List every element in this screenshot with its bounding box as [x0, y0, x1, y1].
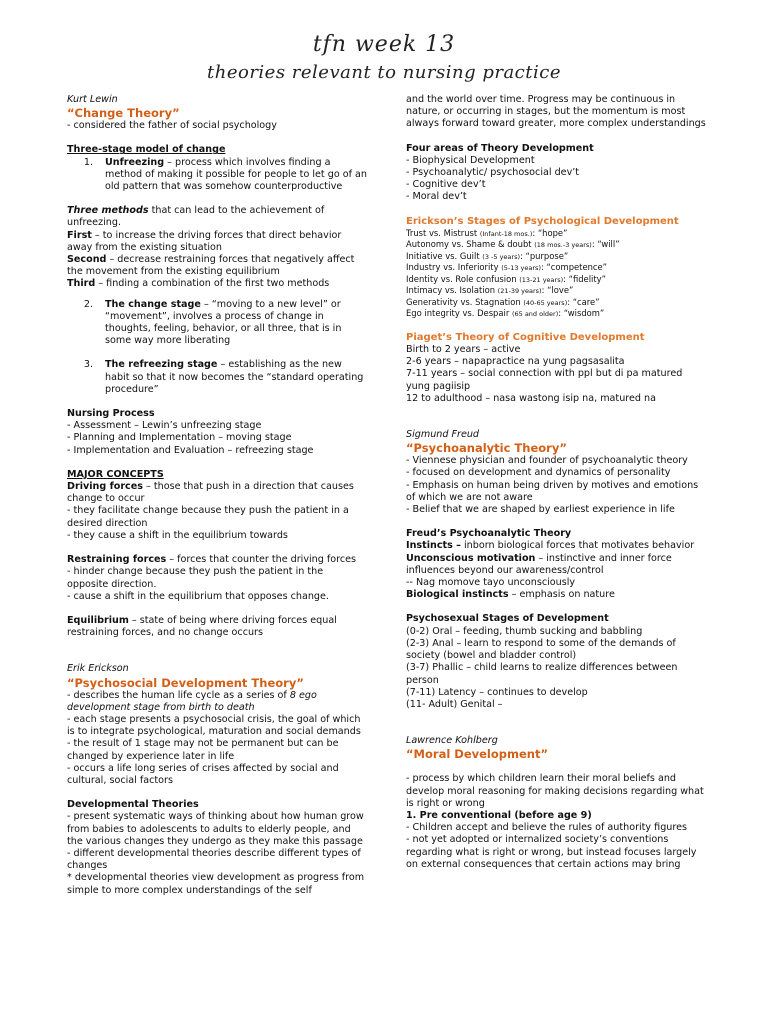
third-text: – finding a combination of the first two methods: [95, 278, 330, 290]
second-text: – decrease restraining forces that negatively affect the movement from the existing equilibrium: [67, 254, 355, 278]
psychosexual-item: (7-11) Latency – continues to develop: [406, 686, 588, 698]
psychosexual-item: (11- Adult) Genital –: [406, 698, 503, 710]
kohlberg-desc: - process by which children learn their moral beliefs and develop moral reasoning for making decisions regarding what is right or wrong: [406, 773, 704, 809]
piaget-item: 12 to adulthood – nasa wastong isip na, matured na: [406, 392, 657, 404]
driving-forces: [67, 481, 367, 505]
unconscious-motivation: [406, 553, 706, 577]
np-item: - Implementation and Evaluation – refreezing stage: [67, 444, 314, 456]
stage-name: Generativity vs. Stagnation: [406, 296, 524, 307]
stage-virtue: : “purpose”: [520, 250, 569, 261]
stage-virtue: : “love”: [541, 285, 574, 296]
restraining-forces: [67, 554, 367, 566]
method-third: [67, 278, 367, 290]
stage-age: (3 -5 years): [482, 252, 520, 261]
model-heading: Three-stage model of change: [67, 144, 226, 156]
methods-rest: that can lead to the achievement of unfreezing.: [67, 205, 325, 229]
erickson-stage: [406, 228, 706, 240]
page-subtitle: theories relevant to nursing practice: [207, 62, 561, 83]
theory-title-moral: “Moral Development”: [406, 747, 549, 762]
third-label: Third: [67, 278, 96, 290]
erickson-stages-heading: Erickson’s Stages of Psychological Development: [406, 215, 679, 227]
dev-point: - present systematic ways of thinking about how human grow from babies to adolescents to adults to elderly people, and the various changes they undergo as they make this passage: [67, 811, 364, 847]
continued-text: and the world over time. Progress may be continuous in nature, or occurring in stages, but the momentum is most always forward toward greater, more complex understandings: [406, 94, 706, 130]
stage-virtue: : “fidelity”: [563, 273, 606, 284]
stage-age: (40-65 years): [523, 298, 568, 307]
stage-age: (Infant-18 mos.): [479, 229, 533, 238]
major-concepts-heading: MAJOR CONCEPTS: [67, 468, 164, 480]
driving-text: – those that push in a direction that causes change to occur: [67, 481, 354, 505]
freud-point: - focused on development and dynamics of personality: [406, 467, 671, 479]
left-column: [67, 94, 367, 897]
erickson-stage: [406, 251, 706, 263]
four-area-item: - Psychoanalytic/ psychosocial dev’t: [406, 167, 580, 179]
developmental-theories-heading: Developmental Theories: [67, 799, 199, 811]
stage-age: (5-13 years): [501, 264, 541, 273]
erickson-stage: [406, 308, 706, 320]
stage-2-title: The change stage: [105, 298, 201, 310]
first-label: First: [67, 229, 92, 241]
stage-2-num: 2.: [83, 298, 93, 310]
erickson-desc-b: 8 ego development stage from birth to death: [67, 689, 317, 713]
stage-name: Intimacy vs. Isolation: [406, 285, 498, 296]
stage-age: (13-21 years): [519, 275, 564, 284]
erickson-stage: [406, 285, 706, 297]
nag-note: -- Nag momove tayo unconsciously: [406, 577, 576, 589]
erickson-stage: [406, 274, 706, 286]
instincts-text: inborn biological forces that motivates behavior: [460, 540, 695, 552]
piaget-item: 2-6 years – napapractice na yung pagsasalita: [406, 356, 625, 368]
erickson-desc-a: - describes the human life cycle as a series of: [67, 689, 290, 701]
freud-point: - Belief that we are shaped by earliest experience in life: [406, 504, 675, 516]
author-freud: Sigmund Freud: [406, 429, 480, 441]
unconscious-label: Unconscious motivation: [406, 552, 536, 564]
preconventional-item: - Children accept and believe the rules of authority figures: [406, 822, 688, 834]
equilibrium-label: Equilibrium: [67, 614, 129, 626]
piaget-item: Birth to 2 years – active: [406, 344, 521, 356]
second-label: Second: [67, 254, 107, 266]
stage-2-text: – “moving to a new level” or “movement”, involves a process of change in thoughts, feeling, behavior, or all three, that is in some way more liberating: [105, 298, 342, 347]
method-second: [67, 254, 367, 278]
instincts-label: Instincts –: [406, 540, 461, 552]
erickson-point: - occurs a life long series of crises affected by social and cultural, social factors: [67, 762, 339, 786]
page-title: tfn week 13: [312, 32, 456, 57]
dev-point: * developmental theories view development as progress from simple to more complex understandings of the self: [67, 872, 365, 896]
stage-3: [67, 359, 367, 396]
stage-name: Autonomy vs. Shame & doubt: [406, 239, 535, 250]
freud-point: - Emphasis on human being driven by motives and emotions of which we are not aware: [406, 479, 699, 503]
piaget-heading: Piaget’s Theory of Cognitive Development: [406, 331, 645, 343]
stage-virtue: : “hope”: [532, 227, 568, 238]
four-area-item: - Biophysical Development: [406, 154, 535, 166]
stage-1-text: – process which involves finding a method of making it possible for people to let go of an old pattern that was somehow counterproductive: [105, 156, 368, 193]
lewin-desc: - considered the father of social psychology: [67, 120, 277, 132]
bio-label: Biological instincts: [406, 589, 509, 601]
preconventional-heading: 1. Pre conventional (before age 9): [406, 809, 592, 821]
instincts: [406, 540, 706, 552]
biological-instincts: [406, 589, 706, 601]
np-item: - Assessment – Lewin’s unfreezing stage: [67, 420, 262, 432]
driving-point: - they facilitate change because they push the patient in a desired direction: [67, 505, 349, 529]
methods-lead: Three methods: [67, 205, 149, 217]
stage-3-title: The refreezing stage: [105, 359, 218, 371]
stage-age: (65 and older): [511, 310, 559, 319]
dev-point: - different developmental theories describe different types of changes: [67, 847, 361, 872]
erickson-stage: [406, 262, 706, 274]
stage-virtue: : “wisdom”: [558, 308, 605, 319]
psychosexual-item: (0-2) Oral – feeding, thumb sucking and babbling: [406, 625, 643, 637]
stage-name: Ego integrity vs. Despair: [406, 308, 512, 319]
np-item: - Planning and Implementation – moving stage: [67, 432, 292, 444]
stage-name: Trust vs. Mistrust: [406, 227, 480, 238]
theory-title-change: “Change Theory”: [67, 106, 180, 121]
driving-label: Driving forces: [67, 481, 143, 493]
freud-point: - Viennese physician and founder of psychoanalytic theory: [406, 455, 688, 467]
psychosexual-item: (3-7) Phallic – child learns to realize differences between person: [406, 662, 678, 686]
nursing-process-heading: Nursing Process: [67, 408, 155, 420]
first-text: – to increase the driving forces that direct behavior away from the existing situation: [67, 229, 342, 253]
stage-2: [67, 299, 367, 348]
stage-virtue: : “competence”: [540, 262, 608, 273]
erickson-point: - each stage presents a psychosocial crisis, the goal of which is to integrate psychological, maturation and social demands: [67, 713, 361, 738]
stage-virtue: : “care”: [567, 296, 600, 307]
methods-line: [67, 205, 367, 229]
theory-title-psychoanalytic: “Psychoanalytic Theory”: [406, 441, 567, 456]
author-lewin: Kurt Lewin: [67, 94, 118, 105]
stage-3-text: – establishing as the new habit so that it now becomes the “standard operating procedure”: [105, 359, 364, 395]
erickson-desc: [67, 690, 367, 714]
equilibrium-text: – state of being where driving forces equal restraining forces, and no change occurs: [67, 614, 337, 639]
restraining-label: Restraining forces: [67, 554, 167, 566]
erickson-stage: [406, 297, 706, 309]
stage-age: (21-39 years): [497, 287, 542, 296]
bio-text: – emphasis on nature: [508, 589, 615, 601]
stage-3-num: 3.: [83, 359, 93, 371]
restraining-point: - cause a shift in the equilibrium that opposes change.: [67, 590, 329, 602]
author-kohlberg: Lawrence Kohlberg: [406, 735, 498, 747]
erickson-stage: [406, 239, 706, 251]
four-area-item: - Moral dev’t: [406, 191, 467, 203]
preconventional-item: - not yet adopted or internalized society’s conventions regarding what is right or wrong, but instead focuses largely on external consequences that certain actions may bring: [406, 834, 697, 870]
stage-name: Identity vs. Role confusion: [406, 273, 520, 284]
erickson-point: - the result of 1 stage may not be permanent but can be changed by experience later in life: [67, 738, 339, 762]
stage-name: Industry vs. Inferiority: [406, 262, 502, 273]
unconscious-text: – instinctive and inner force influences beyond our awareness/control: [406, 552, 672, 576]
stage-1: [67, 157, 367, 194]
stage-name: Initiative vs. Guilt: [406, 250, 483, 261]
theory-title-psychosocial: “Psychosocial Development Theory”: [67, 675, 304, 690]
stage-virtue: : “will”: [591, 239, 620, 250]
freud-theory-heading: Freud’s Psychoanalytic Theory: [406, 528, 572, 540]
right-column: [406, 94, 706, 871]
four-areas-heading: Four areas of Theory Development: [406, 142, 594, 154]
psychosexual-heading: Psychosexual Stages of Development: [406, 613, 609, 625]
equilibrium: [67, 615, 367, 639]
stage-1-num: 1.: [83, 156, 93, 168]
stage-age: (18 mos.-3 years): [534, 241, 592, 250]
four-area-item: - Cognitive dev’t: [406, 179, 486, 191]
driving-point: - they cause a shift in the equilibrium towards: [67, 529, 288, 541]
piaget-item: 7-11 years – social connection with ppl but di pa matured yung pagiisip: [406, 368, 683, 392]
restraining-text: – forces that counter the driving forces: [166, 554, 357, 566]
method-first: [67, 230, 367, 254]
author-erickson: Erik Erickson: [67, 663, 129, 675]
restraining-point: - hinder change because they push the patient in the opposite direction.: [67, 566, 324, 590]
stage-1-title: Unfreezing: [105, 156, 165, 168]
psychosexual-item: (2-3) Anal – learn to respond to some of the demands of society (bowel and bladder control): [406, 637, 676, 662]
